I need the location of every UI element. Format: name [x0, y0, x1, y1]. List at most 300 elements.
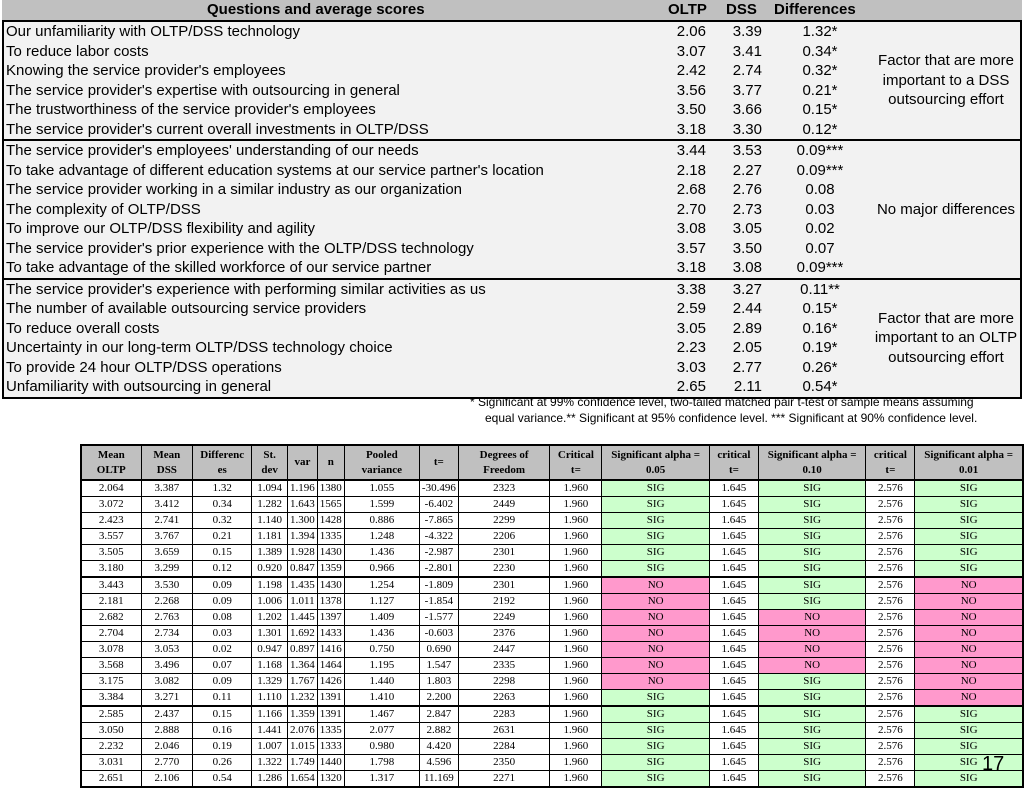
summary-row: [4, 22, 1020, 42]
table-cell: 3.050: [81, 723, 141, 739]
table-cell: 1.645: [709, 561, 758, 578]
header-dss: DSS: [726, 1, 757, 18]
significance-cell: SIG: [758, 755, 866, 771]
table-cell: 1416: [317, 642, 344, 658]
column-header: n: [317, 445, 344, 480]
table-cell: 1.006: [252, 594, 288, 610]
group-note: Factor that are more important to an OLTP outsourcing effort: [874, 309, 1018, 366]
difference-value: 0.15*: [802, 300, 838, 317]
table-row: [81, 674, 1023, 690]
table-cell: 2.046: [141, 739, 193, 755]
significance-cell: SIG: [602, 755, 710, 771]
table-cell: 3.082: [141, 674, 193, 690]
table-cell: 0.947: [252, 642, 288, 658]
dss-score: 2.44: [732, 300, 762, 317]
question-text: To take advantage of different education systems at our service partner's location: [6, 161, 544, 179]
oltp-score: 3.56: [676, 81, 706, 99]
table-cell: 3.659: [141, 545, 193, 561]
table-cell: 2301: [458, 545, 550, 561]
difference-value: 0.21*: [802, 81, 838, 99]
table-cell: 2376: [458, 626, 550, 642]
table-row: [81, 480, 1023, 497]
table-cell: 3.568: [81, 658, 141, 674]
column-header: St. dev: [252, 445, 288, 480]
significance-cell: SIG: [758, 594, 866, 610]
table-cell: 11.169: [419, 771, 458, 788]
table-cell: 1.007: [252, 739, 288, 755]
table-cell: 2.734: [141, 626, 193, 642]
table-cell: 3.767: [141, 529, 193, 545]
oltp-score: 3.05: [676, 319, 706, 337]
significance-cell: NO: [758, 658, 866, 674]
table-cell: 2.576: [866, 610, 915, 626]
table-cell: 1.445: [288, 610, 318, 626]
stats-group: [81, 706, 1023, 787]
table-cell: 2323: [458, 480, 550, 497]
table-cell: 1378: [317, 594, 344, 610]
table-cell: 3.530: [141, 577, 193, 594]
oltp-score: 2.70: [676, 200, 706, 218]
question-text: The complexity of OLTP/DSS: [6, 200, 201, 218]
oltp-score: 2.65: [676, 378, 706, 395]
table-cell: 1.441: [252, 723, 288, 739]
dss-score: 2.74: [732, 62, 762, 79]
summary-row: [4, 239, 1020, 259]
difference-value: 0.34*: [802, 42, 838, 60]
significance-cell: SIG: [602, 561, 710, 578]
table-cell: 0.980: [344, 739, 419, 755]
question-text: The trustworthiness of the service provider's employees: [6, 101, 376, 118]
significance-cell: NO: [915, 626, 1023, 642]
table-cell: 4.596: [419, 755, 458, 771]
summary-table: [2, 0, 1022, 399]
table-cell: 0.16: [193, 723, 252, 739]
dss-score: 2.89: [732, 319, 762, 337]
significance-cell: SIG: [758, 739, 866, 755]
oltp-score: 3.50: [676, 101, 706, 118]
table-cell: -6.402: [419, 497, 458, 513]
table-cell: 1.32: [193, 480, 252, 497]
difference-value: 1.32*: [802, 23, 838, 40]
table-cell: 1335: [317, 723, 344, 739]
column-header: Mean DSS: [141, 445, 193, 480]
table-cell: 0.26: [193, 755, 252, 771]
table-cell: 1335: [317, 529, 344, 545]
column-header: Significant alpha = 0.10: [758, 445, 866, 480]
summary-row: [4, 299, 1020, 319]
significance-cell: NO: [602, 642, 710, 658]
table-cell: 1.286: [252, 771, 288, 788]
summary-table-header: [2, 0, 1022, 20]
question-text: To reduce overall costs: [6, 319, 160, 337]
oltp-score: 3.57: [676, 239, 706, 257]
table-cell: 3.271: [141, 690, 193, 707]
table-cell: 2.077: [344, 723, 419, 739]
dss-score: 3.39: [732, 23, 762, 40]
table-cell: 1.645: [709, 610, 758, 626]
table-row: [81, 561, 1023, 578]
table-cell: 1397: [317, 610, 344, 626]
difference-value: 0.19*: [802, 339, 838, 356]
table-cell: 1.317: [344, 771, 419, 788]
table-cell: 3.387: [141, 480, 193, 497]
table-row: [81, 642, 1023, 658]
significance-cell: SIG: [758, 561, 866, 578]
dss-score: 2.27: [732, 161, 762, 179]
table-cell: 2.882: [419, 723, 458, 739]
question-text: Knowing the service provider's employees: [6, 62, 286, 79]
table-cell: 1.140: [252, 513, 288, 529]
table-cell: 1.436: [344, 626, 419, 642]
table-cell: 2283: [458, 706, 550, 723]
table-cell: 2.200: [419, 690, 458, 707]
column-header: critical t=: [866, 445, 915, 480]
table-cell: 0.54: [193, 771, 252, 788]
dss-score: 3.50: [732, 239, 762, 257]
summary-row: [4, 358, 1020, 378]
significance-cell: SIG: [915, 529, 1023, 545]
table-cell: 2.741: [141, 513, 193, 529]
table-cell: 0.920: [252, 561, 288, 578]
significance-cell: SIG: [915, 755, 1023, 771]
column-header: var: [288, 445, 318, 480]
table-cell: -2.801: [419, 561, 458, 578]
difference-value: 0.15*: [802, 101, 838, 118]
difference-value: 0.54*: [802, 378, 838, 395]
table-cell: 0.08: [193, 610, 252, 626]
table-cell: 1.110: [252, 690, 288, 707]
table-cell: 1.960: [550, 626, 602, 642]
table-cell: 3.299: [141, 561, 193, 578]
question-text: Unfamiliarity with outsourcing in general: [6, 378, 272, 395]
table-cell: 0.09: [193, 577, 252, 594]
table-cell: 1.166: [252, 706, 288, 723]
difference-value: 0.09***: [796, 161, 844, 179]
table-cell: 1.960: [550, 497, 602, 513]
table-cell: 2298: [458, 674, 550, 690]
significance-cell: NO: [915, 658, 1023, 674]
column-header: Mean OLTP: [81, 445, 141, 480]
table-cell: 1.960: [550, 561, 602, 578]
table-cell: 2335: [458, 658, 550, 674]
table-cell: 0.886: [344, 513, 419, 529]
table-cell: -7.865: [419, 513, 458, 529]
table-cell: 1.645: [709, 755, 758, 771]
table-cell: 2.423: [81, 513, 141, 529]
table-cell: 1.960: [550, 755, 602, 771]
table-cell: 3.496: [141, 658, 193, 674]
table-cell: 0.11: [193, 690, 252, 707]
table-cell: 2284: [458, 739, 550, 755]
table-cell: 0.03: [193, 626, 252, 642]
table-cell: 1.645: [709, 545, 758, 561]
table-cell: 1.015: [288, 739, 318, 755]
significance-cell: NO: [915, 577, 1023, 594]
question-text: The service provider working in a similar industry as our organization: [6, 181, 463, 198]
table-cell: 1.127: [344, 594, 419, 610]
difference-value: 0.16*: [802, 319, 838, 337]
table-cell: 1.645: [709, 771, 758, 788]
dss-score: 2.73: [732, 200, 762, 218]
table-cell: 0.750: [344, 642, 419, 658]
dss-score: 3.30: [732, 120, 762, 138]
table-cell: 2.847: [419, 706, 458, 723]
summary-row: [4, 219, 1020, 239]
table-cell: 1.254: [344, 577, 419, 594]
table-cell: 1.960: [550, 771, 602, 788]
table-cell: 2.268: [141, 594, 193, 610]
oltp-score: 3.08: [676, 220, 706, 237]
summary-row: [4, 61, 1020, 81]
table-cell: 0.690: [419, 642, 458, 658]
table-cell: 2.704: [81, 626, 141, 642]
difference-value: 0.12*: [802, 120, 838, 138]
t-test-table-header: [81, 445, 1023, 480]
table-cell: 1.960: [550, 658, 602, 674]
column-header: Significant alpha = 0.01: [915, 445, 1023, 480]
table-cell: 1.645: [709, 739, 758, 755]
group-note: No major differences: [876, 200, 1016, 218]
table-cell: 1.960: [550, 642, 602, 658]
table-cell: 2350: [458, 755, 550, 771]
significance-cell: SIG: [915, 497, 1023, 513]
difference-value: 0.32*: [802, 62, 838, 79]
summary-row: [4, 100, 1020, 120]
table-cell: 2230: [458, 561, 550, 578]
table-cell: 1.436: [344, 545, 419, 561]
table-cell: 0.19: [193, 739, 252, 755]
column-header: Critical t=: [550, 445, 602, 480]
table-cell: 1.960: [550, 577, 602, 594]
table-cell: 1.928: [288, 545, 318, 561]
oltp-score: 2.18: [676, 161, 706, 179]
table-cell: 2.576: [866, 480, 915, 497]
significance-cell: SIG: [758, 771, 866, 788]
column-header: critical t=: [709, 445, 758, 480]
question-text: The service provider's current overall investments in OLTP/DSS: [6, 120, 429, 138]
group-note: Factor that are more important to a DSS outsourcing effort: [878, 52, 1014, 108]
table-cell: 2.576: [866, 626, 915, 642]
dss-score: 3.41: [732, 42, 762, 60]
table-cell: 3.412: [141, 497, 193, 513]
table-cell: -2.987: [419, 545, 458, 561]
table-cell: 1.960: [550, 513, 602, 529]
significance-cell: SIG: [758, 577, 866, 594]
table-cell: 2301: [458, 577, 550, 594]
table-cell: -1.809: [419, 577, 458, 594]
table-cell: 3.180: [81, 561, 141, 578]
table-row: [81, 755, 1023, 771]
table-cell: 1359: [317, 561, 344, 578]
header-differences: Differences: [774, 1, 856, 18]
table-row: [81, 513, 1023, 529]
table-cell: 1464: [317, 658, 344, 674]
significance-cell: SIG: [602, 690, 710, 707]
question-text: The service provider's prior experience with the OLTP/DSS technology: [6, 239, 474, 257]
significance-cell: NO: [602, 674, 710, 690]
table-cell: 1430: [317, 577, 344, 594]
table-cell: 2449: [458, 497, 550, 513]
table-cell: 1.643: [288, 497, 318, 513]
table-row: [81, 706, 1023, 723]
table-cell: 1.767: [288, 674, 318, 690]
table-cell: 0.09: [193, 594, 252, 610]
table-cell: 2.576: [866, 513, 915, 529]
question-text: Uncertainty in our long-term OLTP/DSS technology choice: [6, 339, 393, 356]
summary-row: [4, 120, 1020, 140]
table-cell: -0.603: [419, 626, 458, 642]
table-row: [81, 739, 1023, 755]
question-text: To reduce labor costs: [6, 42, 149, 60]
table-cell: 1.300: [288, 513, 318, 529]
question-text: The service provider's expertise with outsourcing in general: [6, 81, 400, 99]
summary-row: [4, 258, 1020, 278]
table-cell: 0.12: [193, 561, 252, 578]
question-text: To take advantage of the skilled workforce of our service partner: [6, 259, 432, 276]
table-cell: 1.467: [344, 706, 419, 723]
table-cell: 0.09: [193, 674, 252, 690]
table-cell: 2.585: [81, 706, 141, 723]
header-oltp: OLTP: [668, 1, 707, 18]
table-cell: 2271: [458, 771, 550, 788]
dss-score: 2.77: [732, 358, 762, 376]
significance-cell: SIG: [602, 529, 710, 545]
significance-cell: SIG: [915, 706, 1023, 723]
table-cell: 1433: [317, 626, 344, 642]
significance-footnote: [470, 394, 1020, 426]
table-cell: 1391: [317, 690, 344, 707]
table-cell: 2.576: [866, 642, 915, 658]
column-header: Pooled variance: [344, 445, 419, 480]
oltp-score: 3.38: [676, 280, 706, 298]
table-cell: -4.322: [419, 529, 458, 545]
difference-value: 0.09***: [796, 259, 844, 276]
table-cell: 1.645: [709, 690, 758, 707]
table-cell: 2.888: [141, 723, 193, 739]
significance-cell: SIG: [915, 771, 1023, 788]
question-text: The number of available outsourcing service providers: [6, 300, 367, 317]
footnote-line-2: equal variance.** Significant at 95% confidence level. *** Significant at 90% confidence level.: [485, 411, 978, 425]
table-cell: 1.749: [288, 755, 318, 771]
significance-cell: NO: [915, 674, 1023, 690]
table-cell: 1.960: [550, 690, 602, 707]
question-text: Our unfamiliarity with OLTP/DSS technology: [6, 23, 301, 40]
significance-cell: NO: [915, 594, 1023, 610]
dss-score: 3.53: [732, 142, 762, 159]
table-cell: 1.645: [709, 513, 758, 529]
table-cell: 2.576: [866, 529, 915, 545]
table-cell: 2.651: [81, 771, 141, 788]
oltp-score: 2.06: [676, 23, 706, 40]
summary-row: [4, 338, 1020, 358]
table-cell: 1.359: [288, 706, 318, 723]
oltp-score: 3.44: [676, 142, 706, 159]
table-cell: 1.196: [288, 480, 318, 497]
table-cell: 2192: [458, 594, 550, 610]
stats-group: [81, 577, 1023, 706]
table-cell: 1.547: [419, 658, 458, 674]
table-cell: 2631: [458, 723, 550, 739]
table-cell: 2.106: [141, 771, 193, 788]
table-cell: 2.576: [866, 577, 915, 594]
table-cell: 1.960: [550, 610, 602, 626]
significance-cell: SIG: [602, 480, 710, 497]
significance-cell: SIG: [758, 480, 866, 497]
significance-cell: SIG: [758, 529, 866, 545]
table-cell: 1.181: [252, 529, 288, 545]
table-row: [81, 594, 1023, 610]
significance-cell: NO: [602, 658, 710, 674]
question-text: To provide 24 hour OLTP/DSS operations: [6, 358, 282, 376]
significance-cell: NO: [758, 610, 866, 626]
table-cell: 0.34: [193, 497, 252, 513]
table-cell: 3.031: [81, 755, 141, 771]
table-cell: 1.409: [344, 610, 419, 626]
table-cell: 1.645: [709, 577, 758, 594]
page-number: 17: [982, 753, 1005, 775]
oltp-score: 2.42: [676, 62, 706, 79]
table-cell: 1.645: [709, 723, 758, 739]
table-cell: 1.195: [344, 658, 419, 674]
summary-row: [4, 180, 1020, 200]
table-row: [81, 610, 1023, 626]
table-cell: 2447: [458, 642, 550, 658]
table-cell: 1.654: [288, 771, 318, 788]
table-cell: 0.897: [288, 642, 318, 658]
table-row: [81, 658, 1023, 674]
table-cell: 1.055: [344, 480, 419, 497]
dss-score: 3.66: [732, 101, 762, 118]
table-cell: 1.282: [252, 497, 288, 513]
table-cell: -1.854: [419, 594, 458, 610]
table-cell: 1.322: [252, 755, 288, 771]
table-cell: -30.496: [419, 480, 458, 497]
table-cell: 0.15: [193, 706, 252, 723]
table-row: [81, 771, 1023, 788]
dss-score: 3.05: [732, 220, 762, 237]
dss-score: 3.08: [732, 259, 762, 276]
column-header: Degrees of Freedom: [458, 445, 550, 480]
table-cell: 1.248: [344, 529, 419, 545]
table-cell: 2.064: [81, 480, 141, 497]
table-cell: 1.232: [288, 690, 318, 707]
oltp-score: 3.07: [676, 42, 706, 60]
table-row: [81, 723, 1023, 739]
table-cell: 1.202: [252, 610, 288, 626]
table-cell: 2.576: [866, 755, 915, 771]
table-cell: 1320: [317, 771, 344, 788]
significance-cell: SIG: [915, 545, 1023, 561]
table-cell: 3.557: [81, 529, 141, 545]
table-cell: 2.181: [81, 594, 141, 610]
dss-score: 2.11: [733, 378, 762, 395]
table-cell: 1.410: [344, 690, 419, 707]
table-cell: 1.389: [252, 545, 288, 561]
table-cell: 1391: [317, 706, 344, 723]
significance-cell: SIG: [602, 723, 710, 739]
difference-value: 0.08: [805, 181, 835, 198]
table-row: [81, 577, 1023, 594]
table-cell: 1.645: [709, 674, 758, 690]
difference-value: 0.07: [805, 239, 835, 257]
footnote-line-1: * Significant at 99% confidence level, two-tailed matched pair t-test of sample means assuming: [470, 395, 974, 409]
table-cell: 2.576: [866, 739, 915, 755]
table-cell: 1.435: [288, 577, 318, 594]
table-cell: 2.576: [866, 771, 915, 788]
table-cell: 1.960: [550, 739, 602, 755]
table-cell: 1.094: [252, 480, 288, 497]
table-cell: -1.577: [419, 610, 458, 626]
